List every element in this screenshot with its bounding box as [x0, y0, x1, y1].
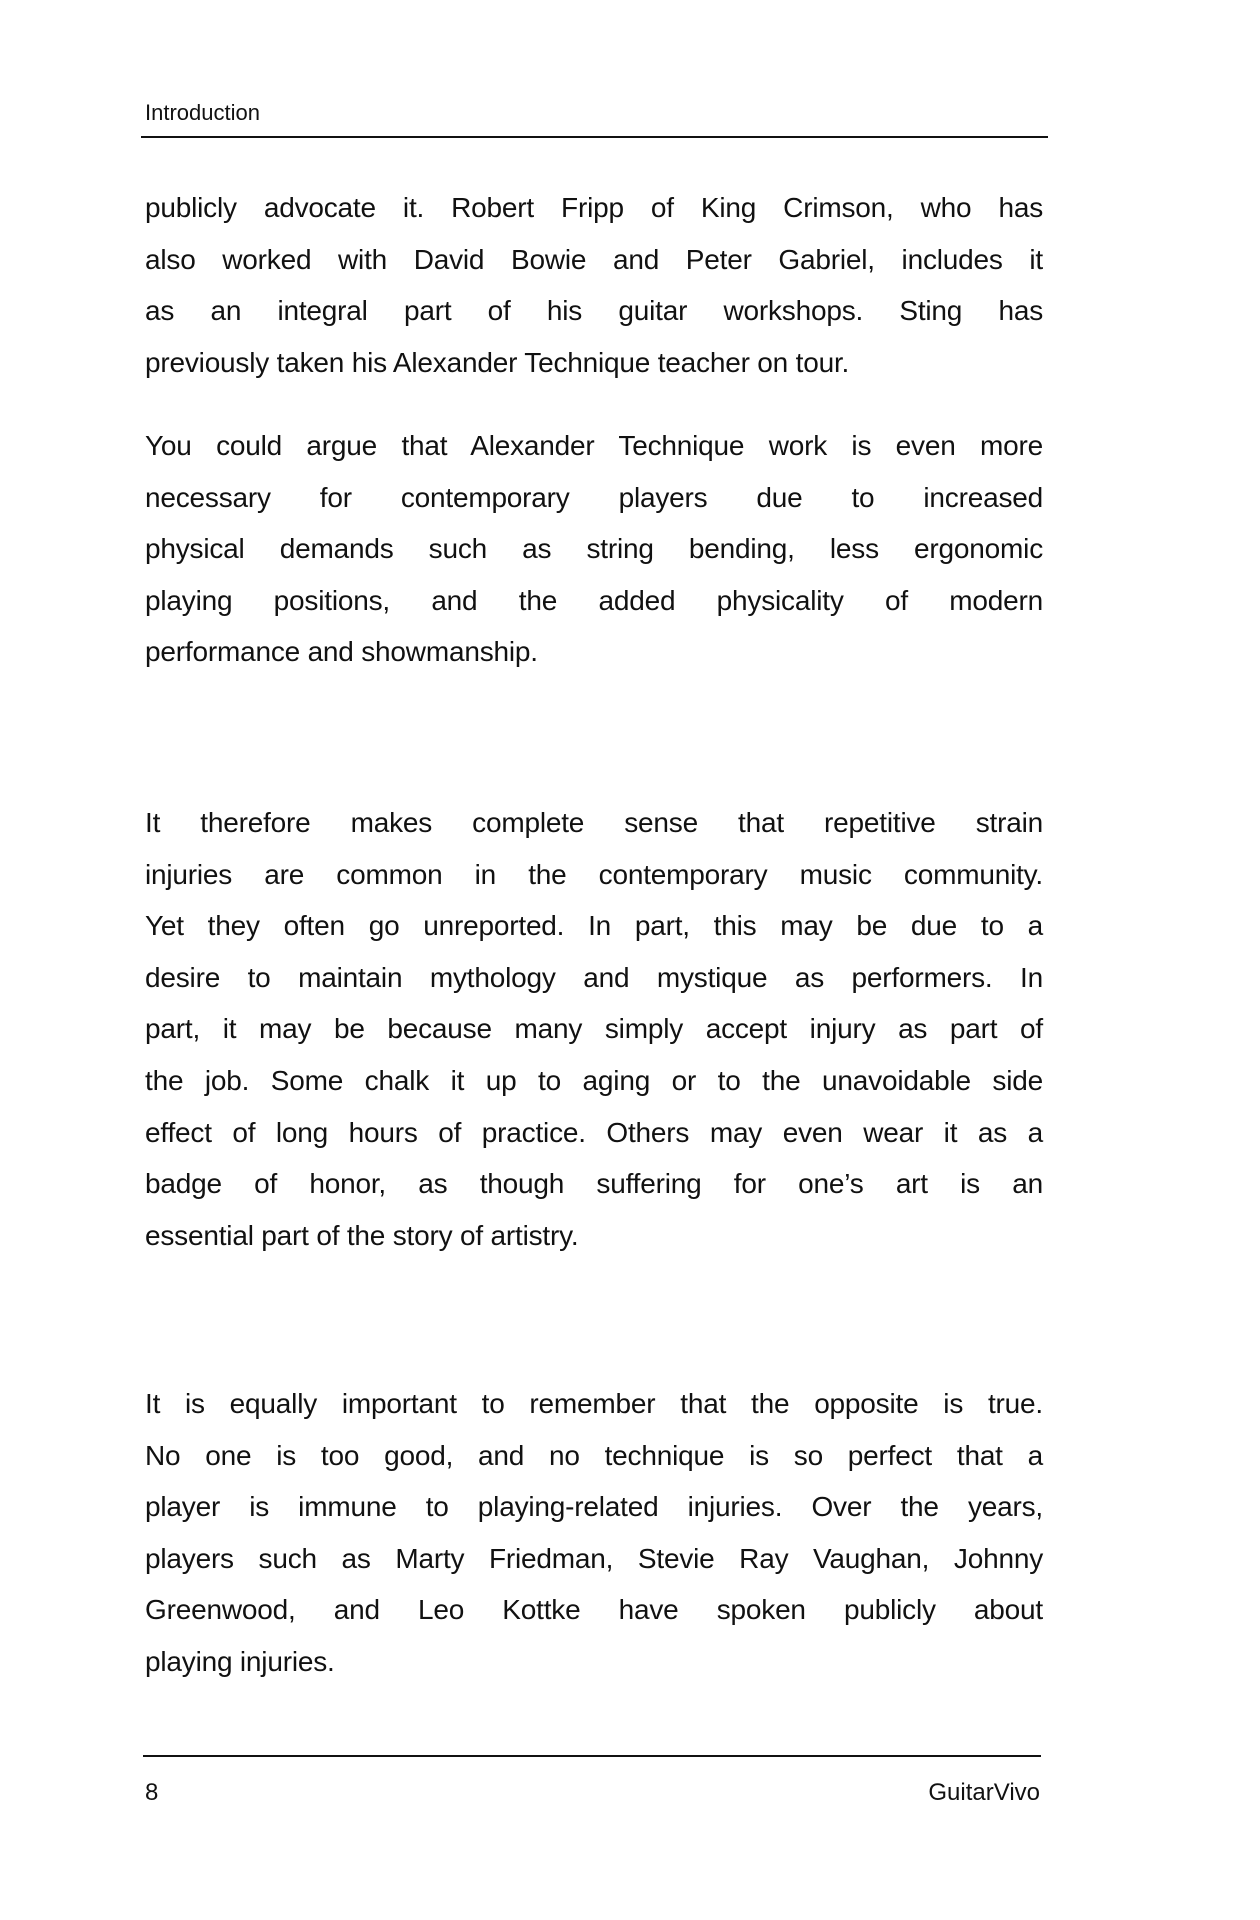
paragraph-line: desire to maintain mythology and mystique as performers. In [145, 961, 1043, 993]
header-rule [141, 136, 1048, 138]
paragraph-line: essential part of the story of artistry. [145, 1219, 579, 1251]
paragraph-line: It therefore makes complete sense that repetitive strain [145, 807, 1043, 838]
paragraph-line: effect of long hours of practice. Others may even wear it as a [145, 1116, 1043, 1148]
paragraph-line: players such as Marty Friedman, Stevie Ray Vaughan, Johnny [145, 1542, 1043, 1574]
page-number: 8 [145, 1779, 159, 1806]
paragraph-line: Greenwood, and Leo Kottke have spoken publicly about [145, 1594, 1043, 1626]
paragraph-line: player is immune to playing-related injuries. Over the years, [145, 1491, 1043, 1523]
running-header-title: Introduction [145, 100, 260, 125]
paragraph-line: publicly advocate it. Robert Fripp of King Crimson, who has [145, 192, 1043, 223]
publisher-name: GuitarVivo [928, 1779, 1040, 1806]
paragraph-line: playing injuries. [145, 1645, 335, 1677]
paragraph-line: as an integral part of his guitar workshops. Sting has [145, 295, 1043, 327]
paragraph-line: necessary for contemporary players due to increased [145, 481, 1043, 513]
paragraph-line: part, it may be because many simply accept injury as part of [145, 1013, 1043, 1045]
paragraph-line: physical demands such as string bending, less ergonomic [145, 533, 1043, 565]
paragraph-line: also worked with David Bowie and Peter Gabriel, includes it [145, 243, 1043, 275]
paragraph-4 [145, 1378, 1043, 1688]
footer-rule [143, 1755, 1041, 1757]
paragraph-line: badge of honor, as though suffering for one’s art is an [145, 1168, 1043, 1200]
paragraph-line: previously taken his Alexander Technique teacher on tour. [145, 346, 850, 378]
paragraph-line: No one is too good, and no technique is so perfect that a [145, 1439, 1043, 1471]
paragraph-line: playing positions, and the added physicality of modern [145, 584, 1043, 616]
paragraph-2 [145, 420, 1043, 678]
paragraph-1 [145, 182, 1043, 388]
paragraph-line: performance and showmanship. [145, 636, 538, 668]
paragraph-line: the job. Some chalk it up to aging or to the unavoidable side [145, 1064, 1043, 1096]
paragraph-line: You could argue that Alexander Technique work is even more [145, 430, 1043, 461]
paragraph-line: injuries are common in the contemporary music community. [145, 858, 1043, 890]
paragraph-3 [145, 797, 1043, 1261]
paragraph-line: Yet they often go unreported. In part, this may be due to a [145, 910, 1043, 942]
paragraph-line: It is equally important to remember that the opposite is true. [145, 1388, 1043, 1419]
